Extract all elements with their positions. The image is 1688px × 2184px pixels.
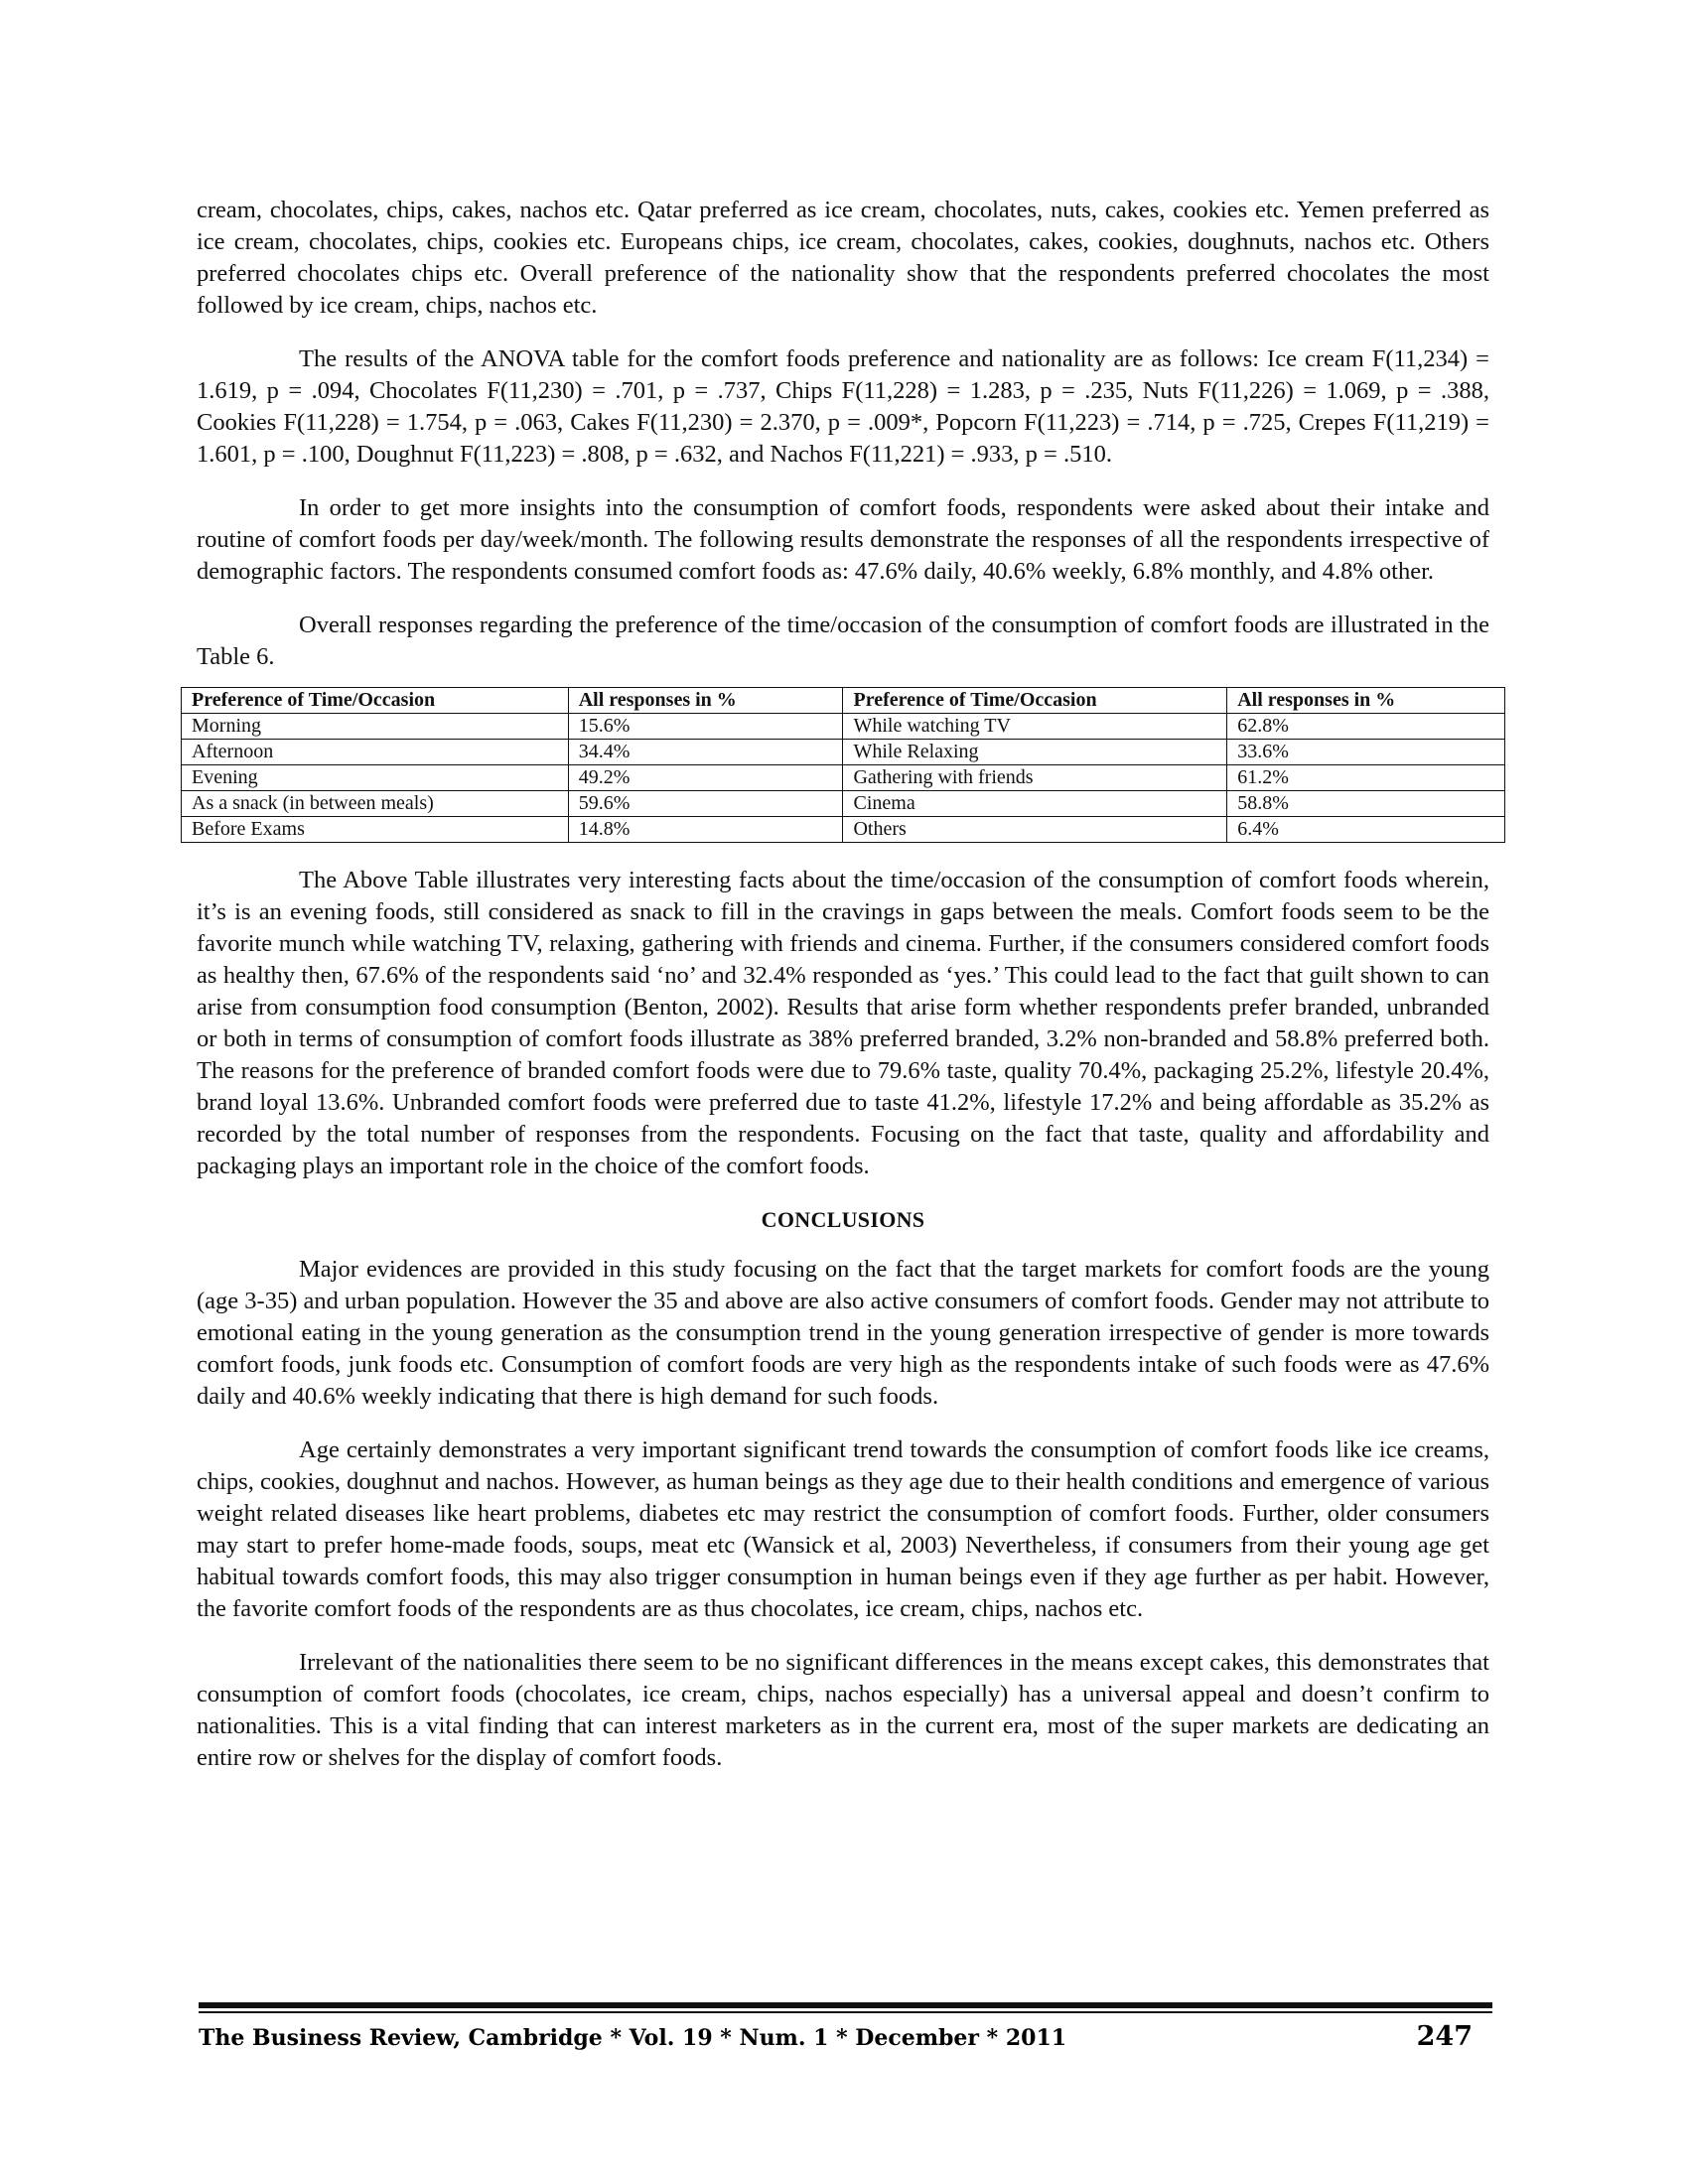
table-row [182, 765, 1505, 791]
table-cell: Gathering with friends [843, 765, 1227, 791]
table-cell: Others [843, 817, 1227, 843]
page-footer [199, 2002, 1492, 2052]
table-header-cell: All responses in % [568, 688, 843, 714]
table-cell: 34.4% [568, 740, 843, 765]
table-cell: Afternoon [182, 740, 569, 765]
table-cell: Morning [182, 714, 569, 740]
table-header-cell: Preference of Time/Occasion [843, 688, 1227, 714]
footer-rule-thin [199, 2011, 1492, 2013]
table-cell: As a snack (in between meals) [182, 791, 569, 817]
table-row [182, 740, 1505, 765]
table-header-row [182, 688, 1505, 714]
conclusions-heading: CONCLUSIONS [761, 1207, 925, 1232]
table-header-cell: All responses in % [1227, 688, 1505, 714]
table-cell: 58.8% [1227, 791, 1505, 817]
table-cell: 59.6% [568, 791, 843, 817]
table-cell: 62.8% [1227, 714, 1505, 740]
paragraph-conclusion-nationality: Irrelevant of the nationalities there seem to be no significant differences in the means except cakes, this demonstrates that consumption of comfort foods (chocolates, ice cream, chips, nachos especially) has a universal appeal and doesn’t confirm to nationalities. This is a vital finding that can interest marketers as in the current era, most of the super markets are dedicating an entire row or shelves for the display of comfort foods. [197, 1649, 1489, 1771]
page-number: 247 [1416, 2021, 1473, 2052]
table-row [182, 714, 1505, 740]
page-body [192, 195, 1489, 1796]
paragraph-conclusion-age: Age certainly demonstrates a very important significant trend towards the consumption of comfort foods like ice creams, chips, cookies, doughnut and nachos. However, as human beings as they age due to their health conditions and emergence of various weight related diseases like heart problems, diabetes etc may restrict the consumption of comfort foods. Further, older consumers may start to prefer home-made foods, soups, meat etc (Wansick et al, 2003) Nevertheless, if consumers from their young age get habitual towards comfort foods, this may also trigger consumption in human beings even if they age further as per habit. However, the favorite comfort foods of the respondents are as thus chocolates, ice cream, chips, nachos etc. [197, 1436, 1489, 1622]
table-cell: Cinema [843, 791, 1227, 817]
table-cell: Evening [182, 765, 569, 791]
paragraph-table-intro: Overall responses regarding the preference of the time/occasion of the consumption of comfort foods are illustrated in the Table 6. [197, 612, 1489, 670]
table-row [182, 817, 1505, 843]
table-cell: While Relaxing [843, 740, 1227, 765]
paragraph-conclusion-markets: Major evidences are provided in this study focusing on the fact that the target markets for comfort foods are the young (age 3-35) and urban population. However the 35 and above are also active consumers of comfort foods. Gender may not attribute to emotional eating in the young generation as the consumption trend in the young generation irrespective of gender is more towards comfort foods, junk foods etc. Consumption of comfort foods are very high as the respondents intake of such foods were as 47.6% daily and 40.6% weekly indicating that there is high demand for such foods. [197, 1256, 1489, 1410]
table-cell: 49.2% [568, 765, 843, 791]
table-cell: 33.6% [1227, 740, 1505, 765]
paragraph-nationality-preferences: cream, chocolates, chips, cakes, nachos etc. Qatar preferred as ice cream, chocolates, nuts, cakes, cookies etc. Yemen preferred as ice cream, chocolates, chips, cookies etc. Europeans chips, ice cream, chocolates, cakes, cookies, doughnuts, nachos etc. Others preferred chocolates chips etc. Overall preference of the nationality show that the respondents preferred chocolates the most followed by ice cream, chips, nachos etc. [197, 197, 1489, 319]
table-cell: While watching TV [843, 714, 1227, 740]
table-cell: Before Exams [182, 817, 569, 843]
paragraph-table-discussion: The Above Table illustrates very interesting facts about the time/occasion of the consumption of comfort foods wherein, it’s is an evening foods, still considered as snack to fill in the cravings in gaps between the meals. Comfort foods seem to be the favorite munch while watching TV, relaxing, gathering with friends and cinema. Further, if the consumers considered comfort foods as healthy then, 67.6% of the respondents said ‘no’ and 32.4% responded as ‘yes.’ This could lead to the fact that guilt shown to can arise from consumption food consumption (Benton, 2002). Results that arise form whether respondents prefer branded, unbranded or both in terms of consumption of comfort foods illustrate as 38% preferred branded, 3.2% non-branded and 58.8% preferred both. The reasons for the preference of branded comfort foods were due to 79.6% taste, quality 70.4%, packaging 25.2%, lifestyle 20.4%, brand loyal 13.6%. Unbranded comfort foods were preferred due to taste 41.2%, lifestyle 17.2% and being affordable as 35.2% as recorded by the total number of responses from the respondents. Focusing on the fact that taste, quality and affordability and packaging plays an important role in the choice of the comfort foods. [197, 867, 1489, 1179]
footer-rule-thick [199, 2002, 1492, 2008]
time-occasion-table [181, 687, 1505, 843]
table-header-cell: Preference of Time/Occasion [182, 688, 569, 714]
footer-row [199, 2021, 1492, 2052]
table-row [182, 791, 1505, 817]
table-cell: 15.6% [568, 714, 843, 740]
paragraph-anova-results: The results of the ANOVA table for the comfort foods preference and nationality are as follows: Ice cream F(11,234) = 1.619, p = .094, Chocolates F(11,230) = .701, p = .737, Chips F(11,228) = 1.283, p = .235, Nuts F(11,226) = 1.069, p = .388, Cookies F(11,228) = 1.754, p = .063, Cakes F(11,230) = 2.370, p = .009*, Popcorn F(11,223) = .714, p = .725, Crepes F(11,219) = 1.601, p = .100, Doughnut F(11,223) = .808, p = .632, and Nachos F(11,221) = .933, p = .510. [197, 345, 1489, 468]
paragraph-consumption-frequency: In order to get more insights into the consumption of comfort foods, respondents were asked about their intake and routine of comfort foods per day/week/month. The following results demonstrate the responses of all the respondents irrespective of demographic factors. The respondents consumed comfort foods as: 47.6% daily, 40.6% weekly, 6.8% monthly, and 4.8% other. [197, 494, 1489, 585]
table-cell: 61.2% [1227, 765, 1505, 791]
table-cell: 14.8% [568, 817, 843, 843]
journal-citation: The Business Review, Cambridge * Vol. 19 * Num. 1 * December * 2011 [199, 2025, 1067, 2051]
table-cell: 6.4% [1227, 817, 1505, 843]
